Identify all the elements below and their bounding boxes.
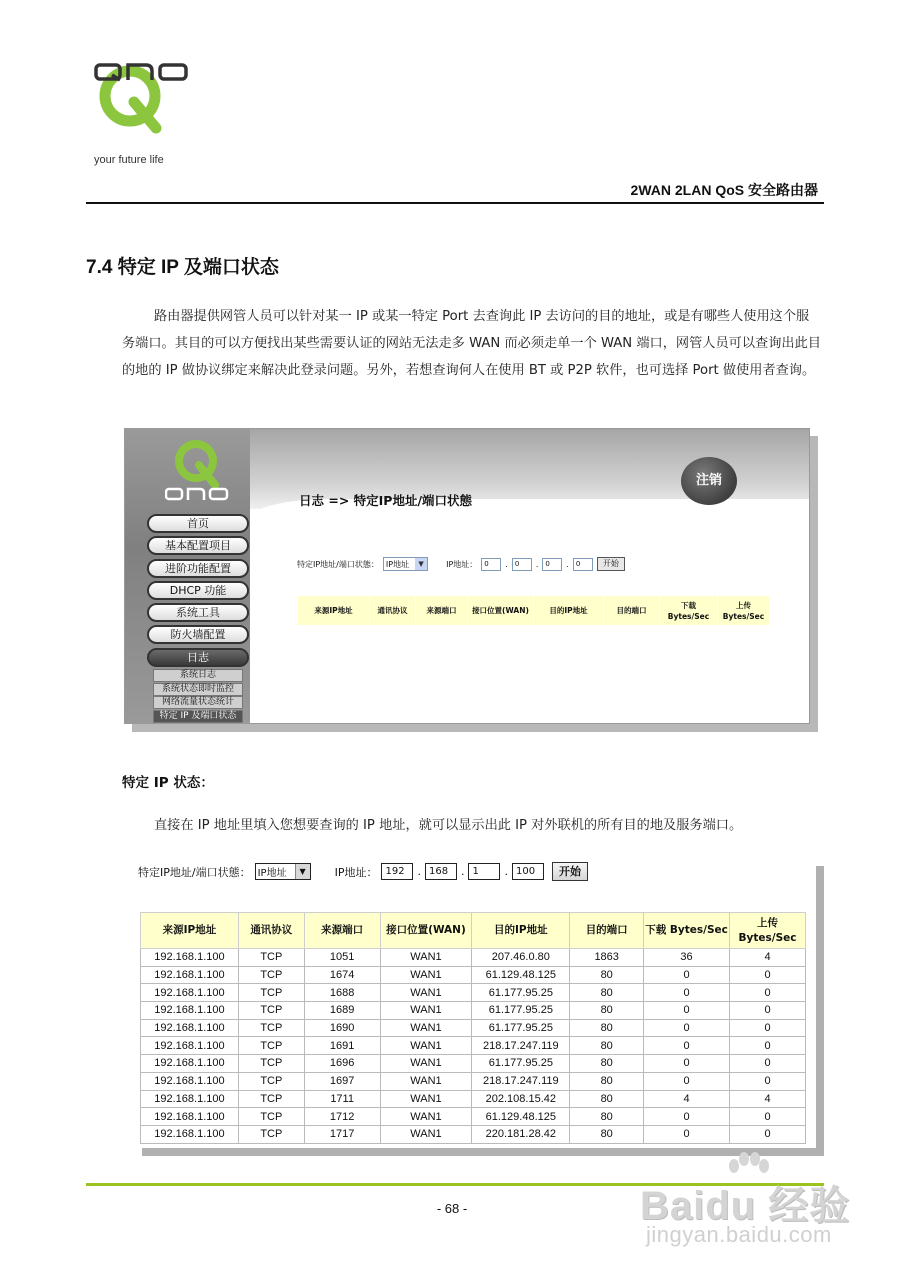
- table-cell: WAN1: [380, 949, 472, 967]
- submenu-item-realtime-monitor[interactable]: 系统状态即时监控: [153, 683, 243, 696]
- table-cell: 36: [644, 949, 730, 967]
- qno-q-mark: [171, 437, 221, 491]
- ip-address-label: IP地址：: [334, 865, 378, 879]
- table-cell: 0: [644, 966, 730, 984]
- table-cell: 192.168.1.100: [141, 966, 239, 984]
- table-cell: WAN1: [380, 1072, 472, 1090]
- table-cell: 80: [570, 1037, 644, 1055]
- table-cell: 192.168.1.100: [141, 1037, 239, 1055]
- menu-item-basic-config[interactable]: 基本配置项目: [147, 536, 249, 555]
- ip-status-screenshot: [134, 856, 824, 1156]
- table-cell: TCP: [238, 1072, 304, 1090]
- query-type-value: IP地址: [385, 559, 410, 569]
- intro-paragraph: 路由器提供网管人员可以针对某一 IP 或某一特定 Port 去查询此 IP 去访问的目的地址，或是有哪些人使用这个服务端口。其目的可以方便找出某些需要认证的网站无法走多 WAN 而必须走单一个 WAN 端口，网管人员可以查询出此目的地的 IP 做协议绑定来解决此登录问题。另外，若想查询何人在使用 BT 或 P2P 软件，也可选择 Port 做使用者查询。: [122, 309, 821, 378]
- table-cell: 1674: [304, 966, 380, 984]
- column-header: 目的端口: [604, 596, 660, 626]
- menu-item-system-tools[interactable]: 系统工具: [147, 603, 249, 622]
- table-cell: 192.168.1.100: [141, 1125, 239, 1143]
- table-cell: WAN1: [380, 1002, 472, 1020]
- table-cell: 220.181.28.42: [472, 1125, 570, 1143]
- table-row: [141, 966, 806, 984]
- table-cell: 1863: [570, 949, 644, 967]
- table-cell: 192.168.1.100: [141, 1090, 239, 1108]
- table-row: [141, 1072, 806, 1090]
- table-cell: 192.168.1.100: [141, 984, 239, 1002]
- main-menu: [147, 514, 249, 670]
- table-cell: TCP: [238, 1108, 304, 1126]
- qno-wordmark: [165, 487, 229, 501]
- table-cell: 0: [644, 1019, 730, 1037]
- table-cell: 61.177.95.25: [472, 1019, 570, 1037]
- column-header: 接口位置(WAN): [468, 596, 534, 626]
- router-ui-screenshot: [124, 428, 810, 724]
- table-cell: 0: [730, 1055, 806, 1073]
- page-title: 日志 => 特定IP地址/端口状態: [299, 493, 473, 508]
- connection-table: [140, 912, 806, 1144]
- table-cell: 192.168.1.100: [141, 1108, 239, 1126]
- table-cell: 0: [644, 1037, 730, 1055]
- table-cell: WAN1: [380, 1125, 472, 1143]
- screenshot-shadow: [816, 866, 824, 1156]
- chevron-down-icon: ▼: [415, 558, 427, 570]
- table-cell: TCP: [238, 984, 304, 1002]
- query-type-label: 特定IP地址/端口状態：: [297, 559, 379, 569]
- qno-wordmark: [94, 62, 190, 82]
- ip-octet-1-input[interactable]: 0: [481, 558, 501, 571]
- table-cell: 0: [644, 1125, 730, 1143]
- table-cell: TCP: [238, 1055, 304, 1073]
- column-header: 目的IP地址: [534, 596, 604, 626]
- column-header: 通讯协议: [370, 596, 416, 626]
- baidu-watermark: [640, 1152, 870, 1272]
- table-cell: 0: [730, 1002, 806, 1020]
- table-cell: 80: [570, 1072, 644, 1090]
- watermark-url: jingyan.baidu.com: [646, 1222, 832, 1247]
- table-cell: 1688: [304, 984, 380, 1002]
- table-cell: 218.17.247.119: [472, 1072, 570, 1090]
- table-header-row: [141, 913, 806, 949]
- table-cell: 192.168.1.100: [141, 1002, 239, 1020]
- section-heading: 7.4 特定 IP 及端口状态: [86, 257, 279, 278]
- table-cell: 61.129.48.125: [472, 966, 570, 984]
- chevron-down-icon: ▼: [295, 864, 310, 879]
- menu-item-log[interactable]: 日志: [147, 648, 249, 667]
- table-cell: TCP: [238, 1090, 304, 1108]
- table-cell: 1691: [304, 1037, 380, 1055]
- column-header: 来源IP地址: [141, 913, 239, 949]
- status-heading: 特定 IP 状态：: [122, 775, 214, 791]
- table-cell: 0: [730, 966, 806, 984]
- ip-octet-2-input[interactable]: 168: [425, 863, 457, 880]
- table-cell: 80: [570, 966, 644, 984]
- menu-item-advanced-config[interactable]: 进阶功能配置: [147, 559, 249, 578]
- table-cell: 1697: [304, 1072, 380, 1090]
- table-header-row: [298, 596, 770, 626]
- query-type-label: 特定IP地址/端口状態：: [138, 865, 251, 879]
- column-header: 来源IP地址: [298, 596, 370, 626]
- table-cell: 0: [730, 1019, 806, 1037]
- start-button[interactable]: 开始: [597, 557, 625, 571]
- table-cell: WAN1: [380, 1055, 472, 1073]
- menu-item-home[interactable]: 首页: [147, 514, 249, 533]
- table-cell: 80: [570, 1090, 644, 1108]
- table-cell: 80: [570, 984, 644, 1002]
- column-header: 上传 Bytes/Sec: [730, 913, 806, 949]
- query-type-select[interactable]: [383, 557, 428, 571]
- ip-octet-2-input[interactable]: 0: [512, 558, 532, 571]
- table-cell: 1690: [304, 1019, 380, 1037]
- table-row: [141, 1125, 806, 1143]
- table-cell: WAN1: [380, 1037, 472, 1055]
- table-row: [141, 984, 806, 1002]
- query-form: 特定IP地址/端口状態： IP地址 ▼ IP地址： 192 . 168 . 1 . 100 开始: [138, 862, 588, 881]
- table-cell: 4: [730, 949, 806, 967]
- table-cell: 0: [644, 984, 730, 1002]
- table-row: [141, 1002, 806, 1020]
- table-row: [141, 1055, 806, 1073]
- table-cell: TCP: [238, 966, 304, 984]
- connection-table: [297, 595, 770, 626]
- table-row: [141, 1037, 806, 1055]
- query-form: 特定IP地址/端口状態： IP地址 ▼ IP地址： 0 . 0 . 0 . 0 开始: [297, 557, 625, 571]
- table-body: [141, 949, 806, 1144]
- ip-address-label: IP地址：: [446, 559, 478, 569]
- column-header: 下载 Bytes/Sec: [644, 913, 730, 949]
- table-cell: 61.129.48.125: [472, 1108, 570, 1126]
- table-cell: 1712: [304, 1108, 380, 1126]
- table-row: [141, 949, 806, 967]
- page-number: - 68 -: [436, 1201, 468, 1216]
- table-row: [141, 1108, 806, 1126]
- table-cell: TCP: [238, 1125, 304, 1143]
- table-cell: 4: [644, 1090, 730, 1108]
- table-cell: WAN1: [380, 1108, 472, 1126]
- ip-octet-3-input[interactable]: 1: [468, 863, 500, 880]
- table-cell: 0: [730, 1108, 806, 1126]
- column-header: 下载 Bytes/Sec: [660, 596, 718, 626]
- table-cell: 1696: [304, 1055, 380, 1073]
- logout-button[interactable]: 注销: [681, 457, 737, 505]
- column-header: 来源端口: [416, 596, 468, 626]
- table-cell: TCP: [238, 1019, 304, 1037]
- table-cell: 61.177.95.25: [472, 984, 570, 1002]
- table-cell: 0: [644, 1072, 730, 1090]
- table-cell: 1051: [304, 949, 380, 967]
- table-cell: TCP: [238, 949, 304, 967]
- column-header: 接口位置(WAN): [380, 913, 472, 949]
- table-cell: WAN1: [380, 984, 472, 1002]
- query-type-value: IP地址: [257, 868, 287, 879]
- table-cell: TCP: [238, 1037, 304, 1055]
- query-type-select[interactable]: [255, 863, 311, 880]
- ip-octet-4-input[interactable]: 0: [573, 558, 593, 571]
- status-description: 直接在 IP 地址里填入您想要查询的 IP 地址，就可以显示出此 IP 对外联机的所有目的地及服务端口。: [154, 818, 743, 833]
- table-cell: 218.17.247.119: [472, 1037, 570, 1055]
- table-cell: 192.168.1.100: [141, 1072, 239, 1090]
- table-cell: 61.177.95.25: [472, 1055, 570, 1073]
- table-row: [141, 1019, 806, 1037]
- watermark-brand: Baidu 经验: [640, 1184, 851, 1228]
- table-cell: TCP: [238, 1002, 304, 1020]
- table-cell: 0: [644, 1108, 730, 1126]
- submenu-item-system-log[interactable]: 系统日志: [153, 669, 243, 682]
- header-divider: [86, 202, 824, 204]
- table-cell: 80: [570, 1002, 644, 1020]
- table-cell: WAN1: [380, 966, 472, 984]
- column-header: 来源端口: [304, 913, 380, 949]
- table-cell: 1717: [304, 1125, 380, 1143]
- document-title: 2WAN 2LAN QoS 安全路由器: [630, 182, 818, 198]
- table-cell: 192.168.1.100: [141, 949, 239, 967]
- submenu-item-traffic-stats[interactable]: 网络流量状态统计: [153, 696, 243, 709]
- table-cell: 4: [730, 1090, 806, 1108]
- table-cell: 80: [570, 1019, 644, 1037]
- start-button[interactable]: 开始: [552, 862, 588, 881]
- table-cell: 0: [730, 1037, 806, 1055]
- table-cell: WAN1: [380, 1019, 472, 1037]
- table-cell: 207.46.0.80: [472, 949, 570, 967]
- table-cell: WAN1: [380, 1090, 472, 1108]
- column-header: 目的端口: [570, 913, 644, 949]
- menu-item-dhcp[interactable]: DHCP 功能: [147, 581, 249, 600]
- table-cell: 0: [730, 1072, 806, 1090]
- log-submenu: [153, 669, 243, 723]
- ip-octet-4-input[interactable]: 100: [512, 863, 544, 880]
- ip-octet-3-input[interactable]: 0: [542, 558, 562, 571]
- submenu-item-ip-port-status[interactable]: 特定 IP 及端口状态: [153, 710, 243, 723]
- table-cell: 0: [730, 1125, 806, 1143]
- table-cell: 80: [570, 1108, 644, 1126]
- table-cell: 80: [570, 1125, 644, 1143]
- table-row: [141, 1090, 806, 1108]
- table-cell: 192.168.1.100: [141, 1055, 239, 1073]
- table-cell: 0: [644, 1002, 730, 1020]
- column-header: 目的IP地址: [472, 913, 570, 949]
- table-cell: 80: [570, 1055, 644, 1073]
- table-cell: 1711: [304, 1090, 380, 1108]
- table-cell: 1689: [304, 1002, 380, 1020]
- table-cell: 0: [644, 1055, 730, 1073]
- qno-logo: [94, 62, 204, 170]
- logo-tagline: your future life: [94, 154, 164, 166]
- menu-item-firewall[interactable]: 防火墙配置: [147, 625, 249, 644]
- table-cell: 202.108.15.42: [472, 1090, 570, 1108]
- column-header: 通讯协议: [238, 913, 304, 949]
- table-cell: 61.177.95.25: [472, 1002, 570, 1020]
- table-cell: 0: [730, 984, 806, 1002]
- column-header: 上传 Bytes/Sec: [718, 596, 770, 626]
- table-cell: 192.168.1.100: [141, 1019, 239, 1037]
- ip-octet-1-input[interactable]: 192: [381, 863, 413, 880]
